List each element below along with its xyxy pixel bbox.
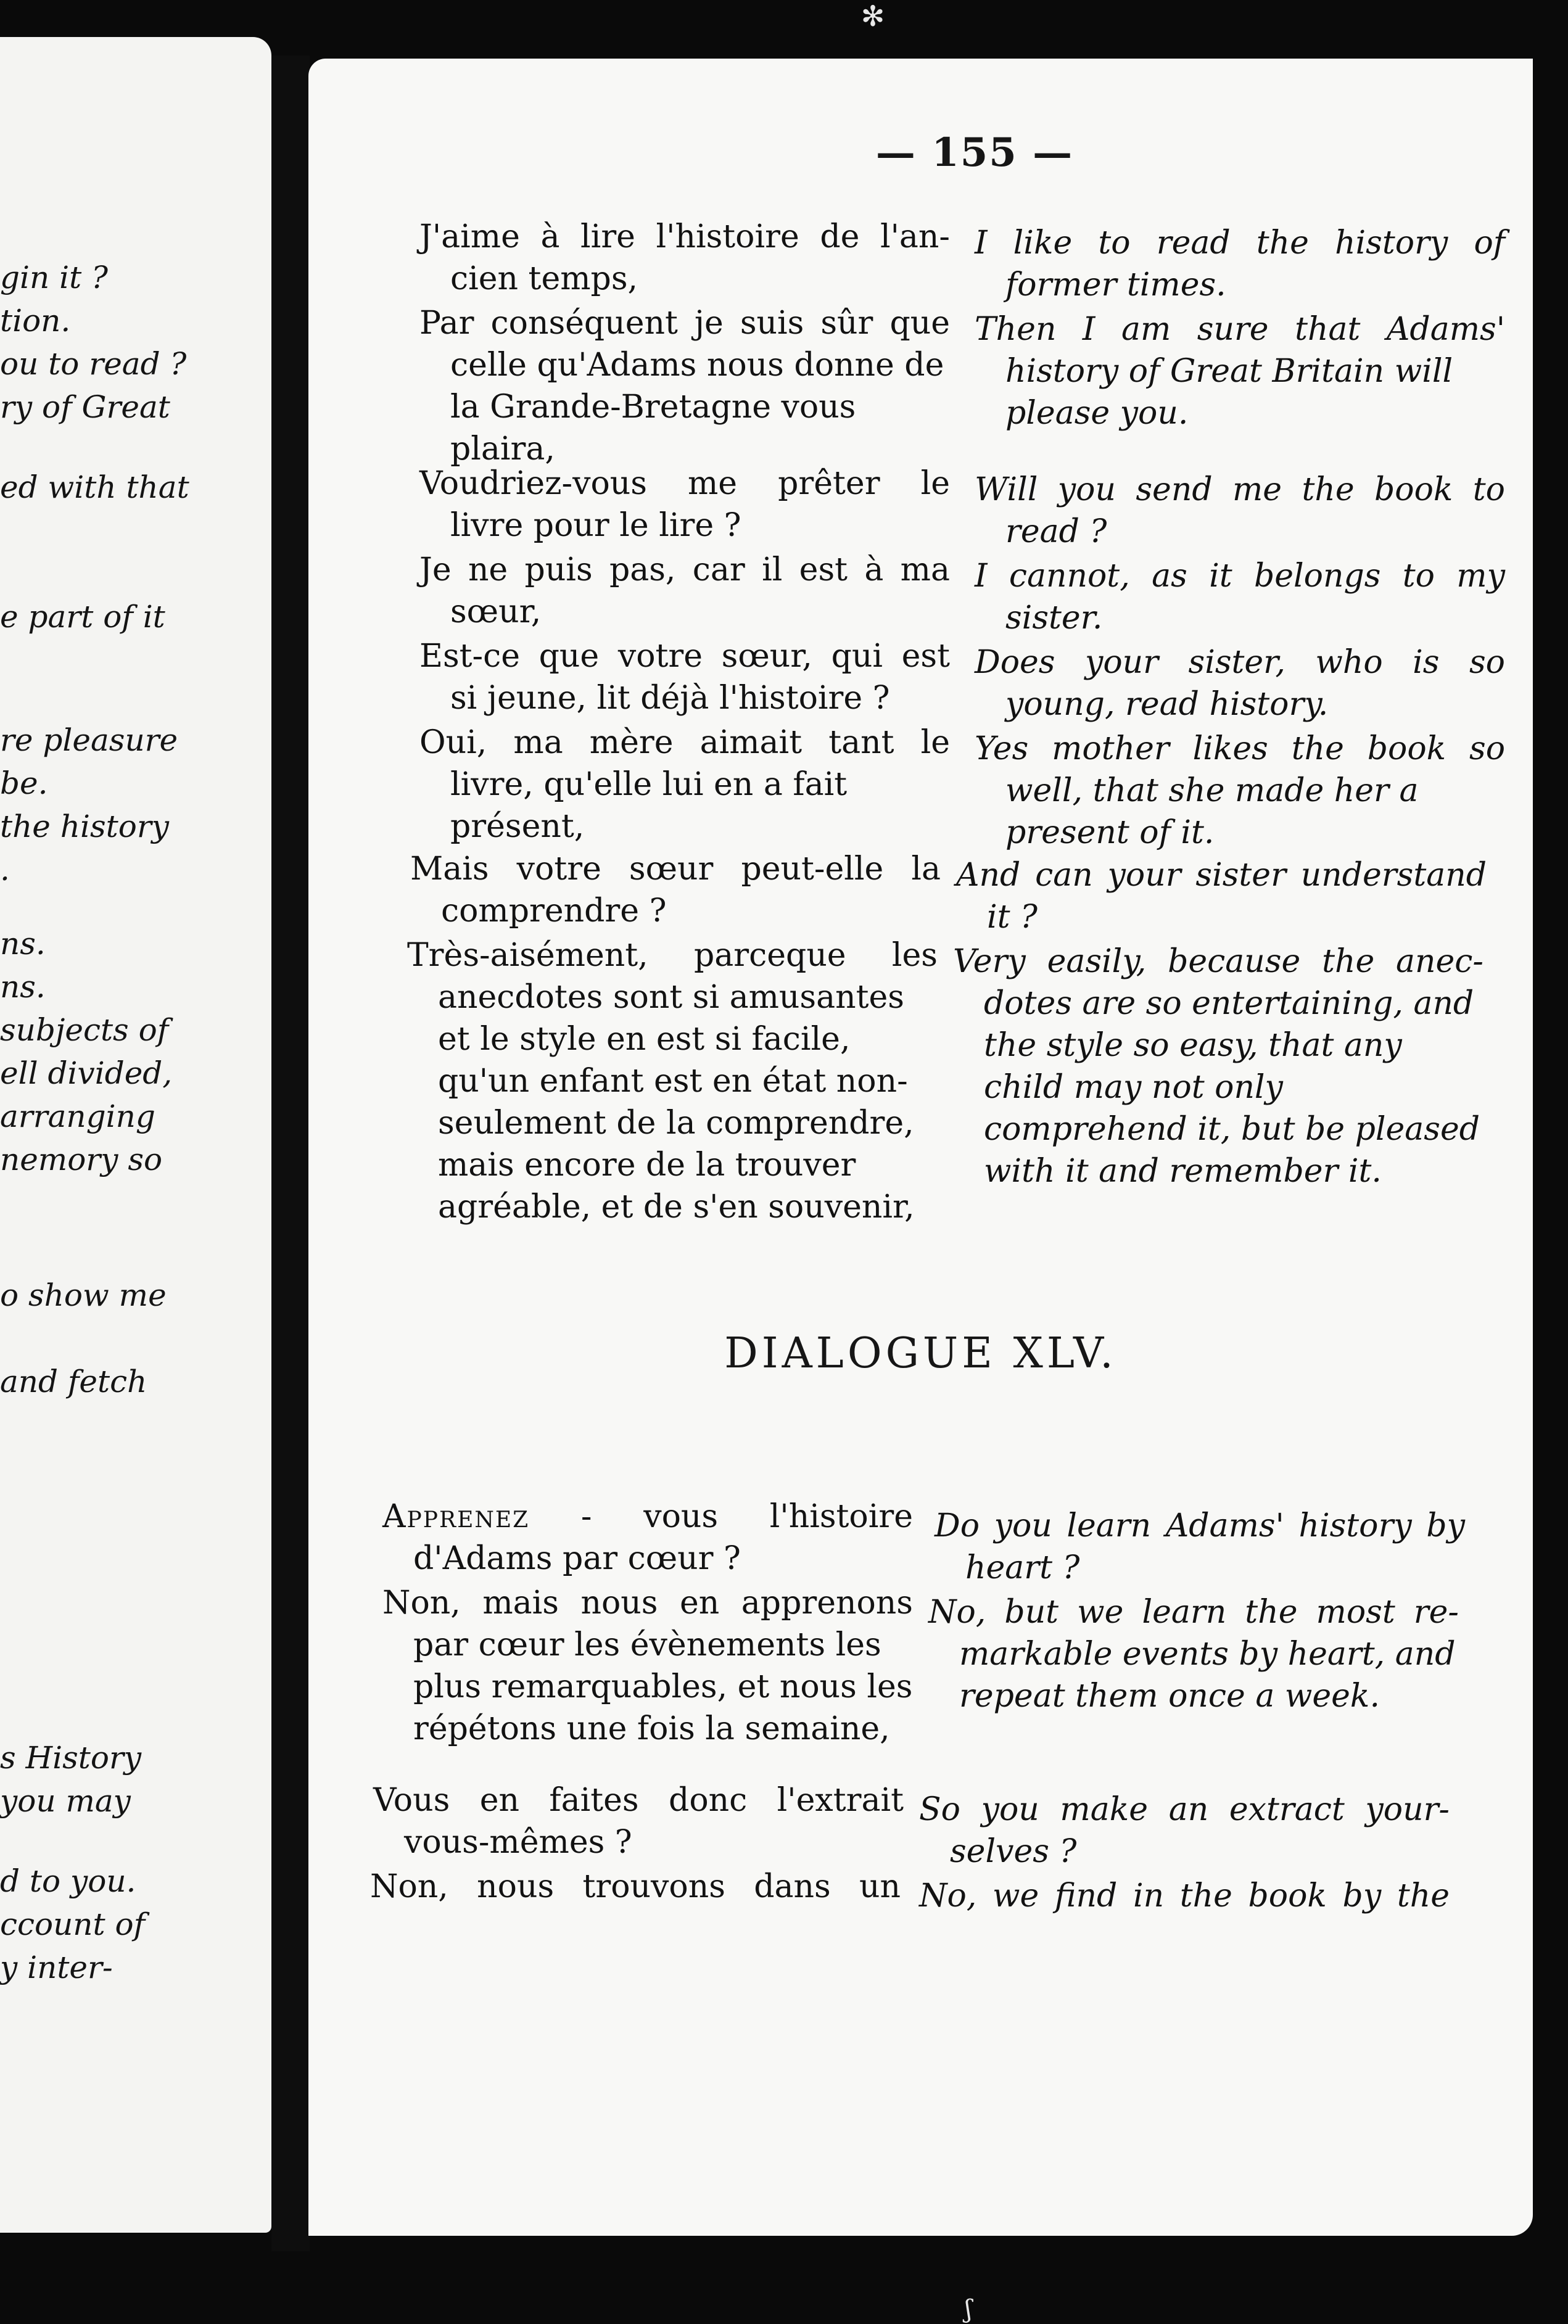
english-line: Then I am sure that Adams' [975, 311, 1505, 348]
english-paragraph [919, 1875, 1450, 1917]
french-continuation: si jeune, lit déjà l'histoire ? [450, 680, 890, 717]
binding-mark-top: ✻ [860, 0, 885, 33]
english-continuation: sister. [1005, 600, 1103, 637]
left-page-line: arranging [0, 1098, 155, 1134]
left-page-line: and fetch [0, 1364, 147, 1399]
english-line: So you make an extract your- [919, 1791, 1450, 1828]
left-page-line: subjects of [0, 1012, 169, 1048]
english-line: I like to read the history of [975, 225, 1505, 262]
french-paragraph [419, 216, 950, 300]
french-line: Voudriez-vous me prêter le [419, 465, 950, 502]
french-paragraph [419, 549, 950, 633]
left-page-line: e part of it [0, 599, 165, 635]
english-continuation: dotes are so entertaining, and the style so easy, that any child may not only comprehend it, but be pleased with it and remember it. [984, 985, 1480, 1190]
french-line: Vous en faites donc l'extrait [373, 1782, 904, 1819]
page-number: — 155 — [875, 130, 1074, 176]
french-continuation: livre, qu'elle lui en a fait présent, [450, 766, 848, 845]
left-page-line: d to you. [0, 1863, 136, 1899]
english-paragraph [928, 1591, 1459, 1717]
french-line: Est-ce que votre sœur, qui est [419, 638, 950, 675]
french-continuation: vous-mêmes ? [404, 1824, 632, 1861]
english-paragraph [975, 469, 1505, 553]
french-paragraph [382, 1582, 913, 1750]
english-line: No, we find in the book by the [919, 1877, 1450, 1914]
french-line [382, 1496, 913, 1538]
french-continuation: par cœur les évènements les plus remarquables, et nous les répétons une fois la semaine, [413, 1626, 913, 1747]
french-continuation: livre pour le lire ? [450, 507, 741, 544]
french-continuation: sœur, [450, 593, 542, 630]
left-page-line: ccount of [0, 1906, 146, 1942]
left-page-line: ns. [0, 969, 46, 1005]
french-line-text: - vous l'histoire [529, 1498, 913, 1535]
left-page-line: re pleasure [0, 722, 178, 758]
english-continuation: young, read history. [1005, 686, 1329, 723]
english-continuation: it ? [987, 899, 1038, 936]
french-paragraph [419, 722, 950, 847]
english-paragraph [956, 854, 1487, 938]
english-continuation: selves ? [950, 1833, 1077, 1870]
english-continuation: history of Great Britain will please you. [1005, 353, 1453, 432]
french-line: Je ne puis pas, car il est à ma [419, 551, 950, 588]
english-paragraph [975, 728, 1505, 854]
left-page-line: ou to read ? [0, 346, 187, 382]
english-line: Very easily, because the anec- [953, 943, 1483, 980]
english-continuation: former times. [1005, 266, 1226, 303]
french-paragraph [419, 635, 950, 719]
english-line: Will you send me the book to [975, 471, 1505, 508]
french-paragraph [370, 1866, 901, 1908]
english-line: I cannot, as it belongs to my [975, 558, 1505, 595]
french-line: Non, mais nous en apprenons [382, 1584, 913, 1621]
left-page-line: be. [0, 765, 48, 801]
french-line: J'aime à lire l'histoire de l'an- [419, 218, 950, 255]
left-page-line: ell divided, [0, 1055, 173, 1091]
left-page-line: ns. [0, 926, 46, 962]
french-paragraph [373, 1779, 904, 1863]
left-page [0, 37, 271, 2233]
left-page-line: s History [0, 1740, 142, 1776]
left-page-line: gin it ? [0, 260, 108, 295]
french-paragraph [419, 463, 950, 546]
left-page-line: ed with that [0, 469, 189, 505]
binding-mark-bottom: ʃ [965, 2295, 972, 2323]
right-page [308, 59, 1533, 2236]
left-page-line: y inter- [0, 1950, 113, 1985]
english-line: Yes mother likes the book so [975, 730, 1505, 767]
english-paragraph [919, 1789, 1450, 1873]
french-continuation: anecdotes sont si amusantes et le style en est si facile, qu'un enfant est en état non-seulement de la comprendre, mais encore de la trouver agréable, et de s'en souvenir, [438, 979, 915, 1226]
french-continuation: cien temps, [450, 260, 638, 297]
english-line: And can your sister understand [956, 857, 1487, 894]
english-continuation: well, that she made her a present of it. [1005, 772, 1419, 851]
dialogue-title: DIALOGUE XLV. [724, 1329, 1117, 1378]
french-line: Oui, ma mère aimait tant le [419, 724, 950, 761]
left-page-line: the history [0, 809, 169, 844]
english-continuation: markable events by heart, and repeat them once a week. [959, 1636, 1456, 1715]
french-continuation: comprendre ? [441, 892, 667, 929]
french-line: Non, nous trouvons dans un [370, 1868, 901, 1905]
left-page-line: o show me [0, 1277, 167, 1313]
french-continuation: d'Adams par cœur ? [413, 1540, 741, 1577]
french-paragraph [407, 934, 938, 1228]
left-page-line: tion. [0, 303, 71, 339]
english-paragraph [975, 641, 1505, 725]
english-continuation: heart ? [965, 1549, 1080, 1586]
english-line: No, but we learn the most re- [928, 1594, 1459, 1631]
french-paragraph [419, 302, 950, 470]
french-paragraph [382, 1496, 913, 1580]
book-spine [271, 56, 310, 2251]
left-page-line: you may [0, 1783, 131, 1819]
english-paragraph [953, 941, 1483, 1192]
french-line: Mais votre sœur peut-elle la [410, 851, 941, 888]
english-paragraph [975, 555, 1505, 639]
left-page-line: nemory so [0, 1142, 163, 1177]
left-page-line: ry of Great [0, 389, 170, 425]
english-paragraph [935, 1505, 1465, 1589]
french-line: Très-aisément, parceque les [407, 937, 938, 974]
left-page-line: . [0, 852, 10, 888]
french-line: Par conséquent je suis sûr que [419, 305, 950, 342]
french-opening-word: Apprenez [382, 1498, 530, 1535]
english-line: Does your sister, who is so [975, 644, 1505, 681]
english-line: Do you learn Adams' history by [935, 1507, 1465, 1544]
english-paragraph [975, 308, 1505, 434]
french-continuation: celle qu'Adams nous donne de la Grande-Bretagne vous plaira, [450, 347, 944, 468]
english-paragraph [975, 222, 1505, 306]
french-paragraph [410, 848, 941, 932]
english-continuation: read ? [1005, 513, 1107, 550]
